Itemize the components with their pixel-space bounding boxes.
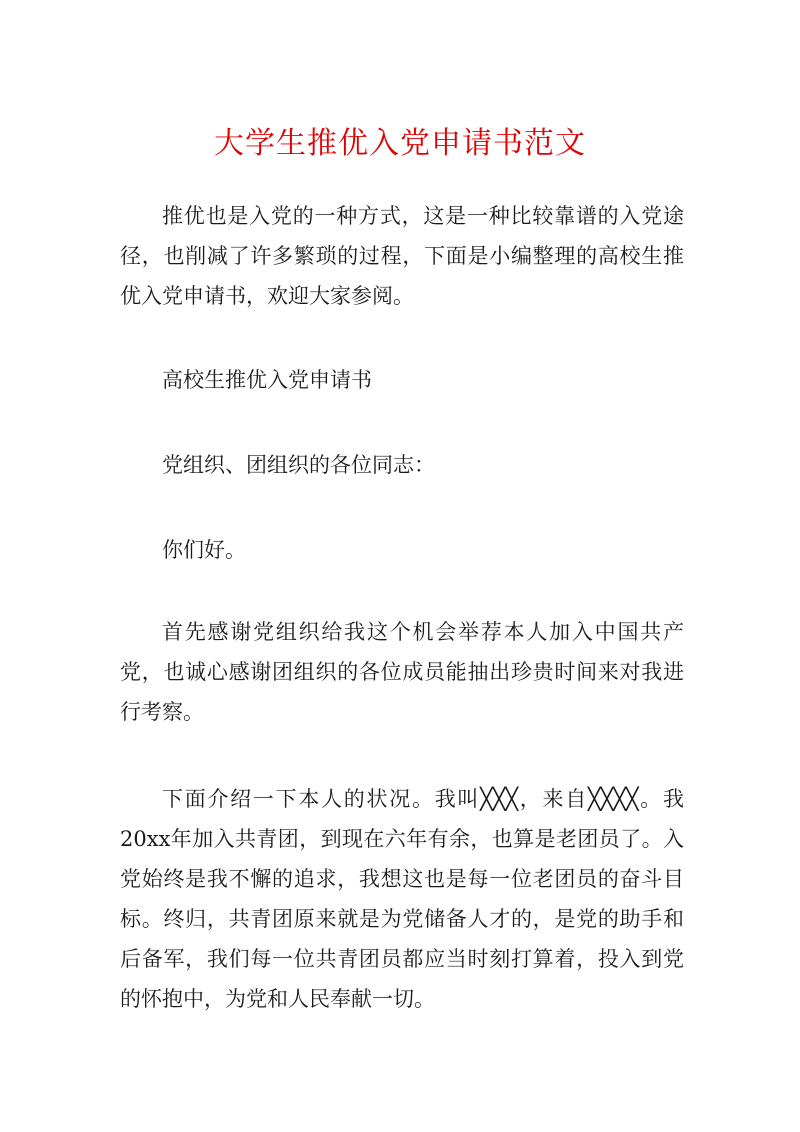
- greeting: 你们好。: [162, 538, 246, 562]
- intro-paragraph: 推优也是入党的一种方式，这是一种比较靠谱的入党途径，也削减了许多繁琐的过程，下面是小编整理的高校生推优入党申请书，欢迎大家参阅。: [120, 204, 684, 308]
- thanks-paragraph: 首先感谢党组织给我这个机会举荐本人加入中国共产党，也诚心感谢团组织的各位成员能抽出珍贵时间来对我进行考察。: [120, 620, 684, 724]
- document-title: 大学生推优入党申请书范文: [214, 126, 586, 161]
- self-introduction-paragraph: 下面介绍一下本人的状况。我叫╳╳╳，来自╳╳╳╳。我20xx年加入共青团，到现在六年有余，也算是老团员了。入党始终是我不懈的追求，我想这也是每一位老团员的奋斗目标。终归，共青团原来就是为党储备人才的，是党的助手和后备军，我们每一位共青团员都应当时刻打算着，投入到党的怀抱中，为党和人民奉献一切。: [120, 787, 684, 1011]
- letter-heading: 高校生推优入党申请书: [162, 368, 372, 392]
- salutation: 党组织、团组织的各位同志：: [162, 453, 435, 477]
